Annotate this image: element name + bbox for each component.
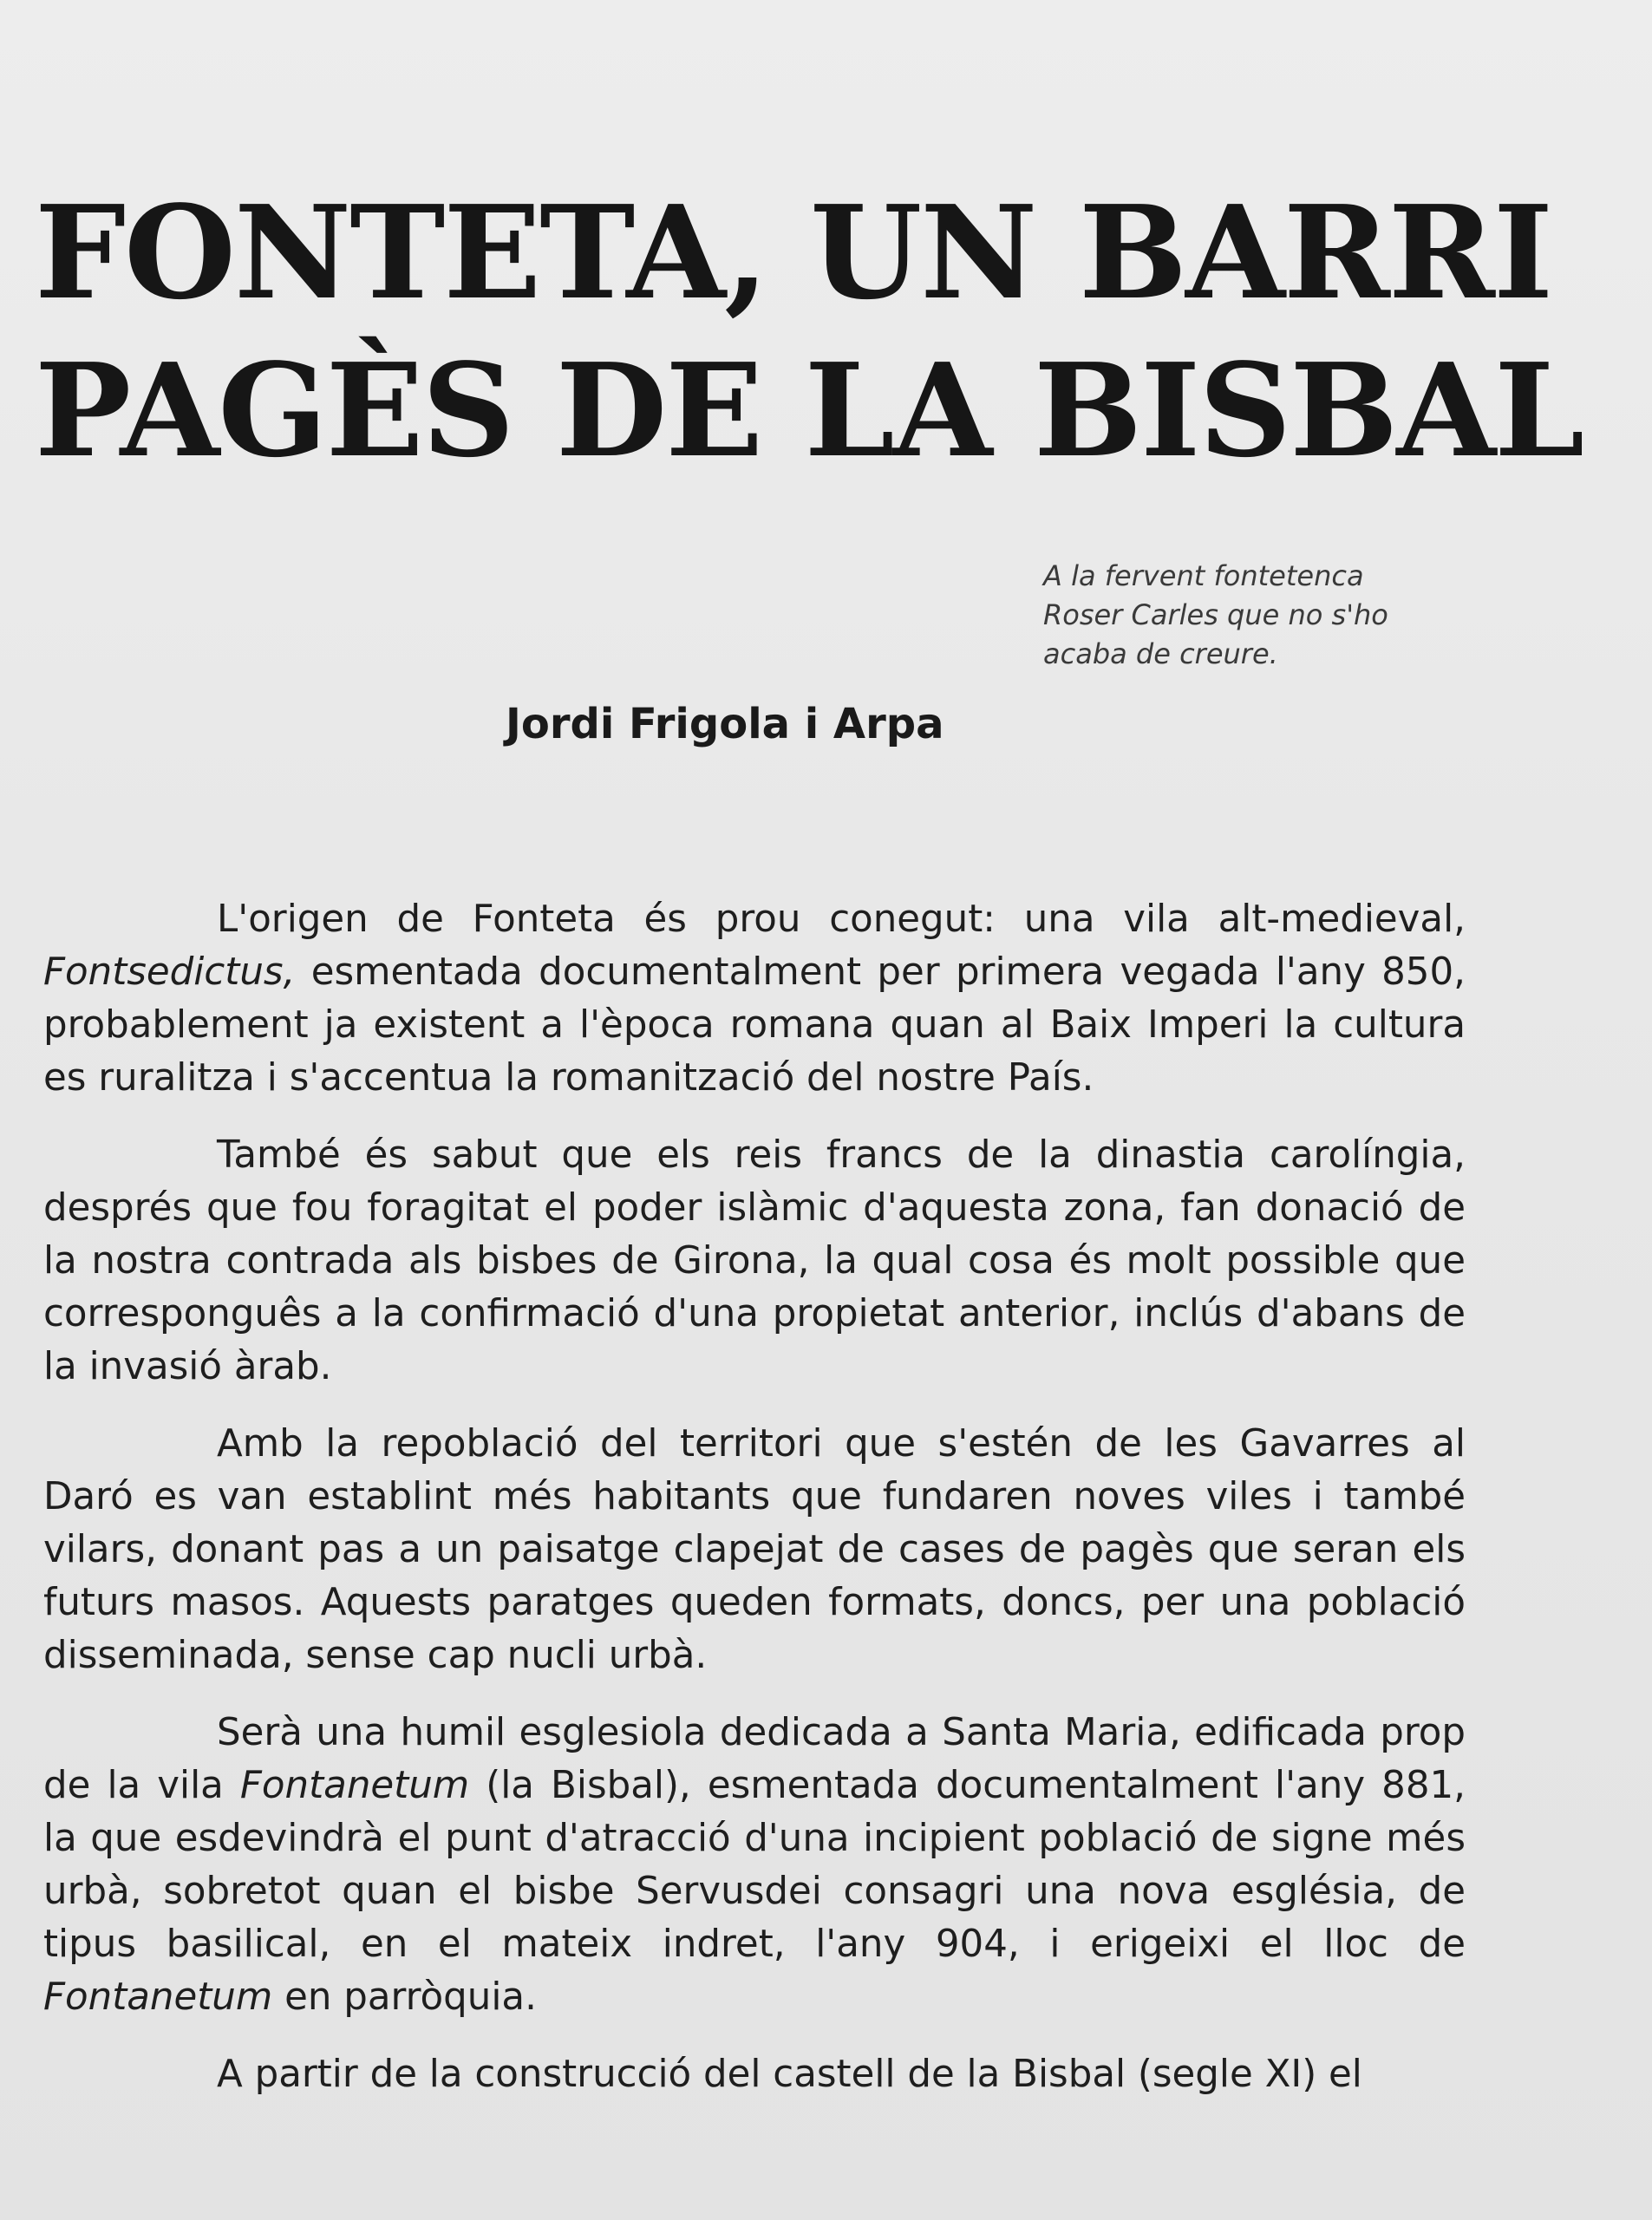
- paragraph-4-text-c: en parròquia.: [272, 1975, 537, 2019]
- dedication: A la fervent fontetenca Roser Carles que no s'ho acaba de creure.: [1043, 559, 1388, 670]
- page-title: [35, 173, 1583, 489]
- paragraph-3: Amb la repoblació del territori que s'estén de les Gavarres al Daró es van establint més habitants que fundaren noves viles i també vilars, donant pas a un paisatge clapejat de cases de pagès que seran els futurs masos. Aquests paratges queden formats, doncs, per una població disseminada, sense cap nucli urbà.: [43, 1422, 1466, 1677]
- author-name: Jordi Frigola i Arpa: [506, 700, 944, 748]
- article-body: [43, 893, 1466, 2125]
- paragraph-4: [43, 1707, 1466, 2024]
- paragraph-1-text-a: L'origen de Fonteta és prou conegut: una vila alt-medieval,: [217, 898, 1466, 941]
- paragraph-4-text-b: (la Bisbal), esmentada documentalment l'any 881, la que esdevindrà el punt d'atracció d'una incipient població de signe més urbà, sobretot quan el bisbe Servusdei consagri una nova església, de tipus basilical, en el mateix indret, l'any 904, i erigeixi el lloc de: [43, 1764, 1466, 1966]
- paragraph-2: També és sabut que els reis francs de la dinastia carolíngia, després que fou foragitat el poder islàmic d'aquesta zona, fan donació de la nostra contrada als bisbes de Girona, la qual cosa és molt possible que corresponguês a la confirmació d'una propietat anterior, inclús d'abans de la invasió àrab.: [43, 1133, 1466, 1388]
- paragraph-4-italic-1: Fontanetum: [239, 1764, 470, 1807]
- title-line-2: PAGÈS DE LA BISBAL: [35, 335, 1583, 486]
- paragraph-5: A partir de la construcció del castell de la Bisbal (segle XI) el: [217, 2053, 1362, 2096]
- title-line-1: FONTETA, UN BARRI: [35, 177, 1552, 328]
- paragraph-4-text-a: Serà una humil esglesiola dedicada a Santa Maria, edificada prop de la vila: [43, 1711, 1466, 1807]
- paragraph-1-text-b: esmentada documentalment per primera vegada l'any 850, probablement ja existent a l'època romana quan al Baix Imperi la cultura es ruralitza i s'accentua la romanització del nostre País.: [43, 950, 1466, 1100]
- paragraph-4-italic-2: Fontanetum: [43, 1975, 273, 2019]
- paragraph-1-italic: Fontsedictus,: [43, 950, 296, 994]
- paragraph-1: [43, 893, 1466, 1105]
